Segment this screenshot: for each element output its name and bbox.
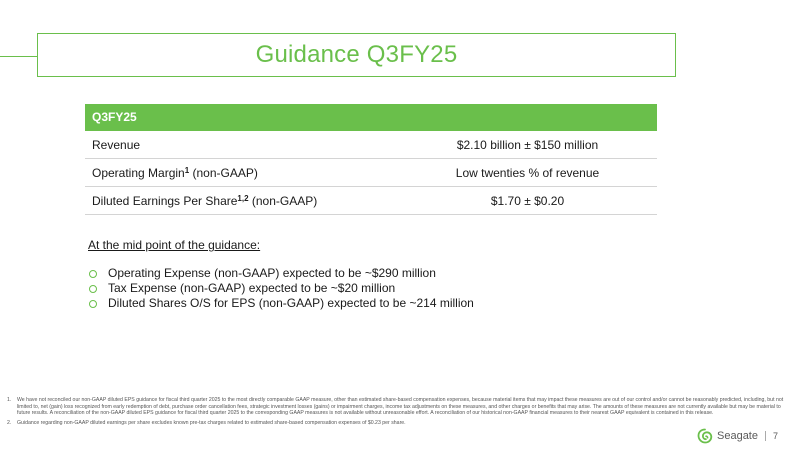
seagate-logo xyxy=(697,427,778,445)
footnote-text: Guidance regarding non-GAAP diluted earnings per share excludes known pre-tax charges related to estimated share-based compensation expenses of $0.23 per share. xyxy=(17,419,406,426)
list-item xyxy=(88,266,474,281)
row-label xyxy=(85,138,372,152)
footnote-1 xyxy=(7,397,793,417)
brand-name: Seagate xyxy=(717,430,758,442)
circle-bullet-icon xyxy=(89,300,97,308)
row-label-text: Operating Margin xyxy=(92,165,185,180)
row-value: $1.70 ± $0.20 xyxy=(490,193,565,208)
row-label-suffix: (non-GAAP) xyxy=(189,165,258,180)
row-value: Low twenties % of revenue xyxy=(455,165,600,180)
row-label xyxy=(85,194,372,208)
row-value: $2.10 billion ± $150 million xyxy=(456,137,599,152)
table-row-revenue xyxy=(85,131,657,159)
footnote-text: We have not reconciled our non-GAAP diluted EPS guidance for fiscal third quarter 2025 to the most directly comparable GAAP measure, other than estimated share-based compensation expenses, because material items that may impact these measures are out of our control and/or cannot be reasonably predicted, including, but not limited to, net (gain) loss recognized from early redemption of debt, purchase order cancellation fees, strategic investment losses (gains) or impairment charges, income tax adjustments on these measures, and other charges or benefits that may arise. The amounts of these measures are not currently available but may be material to future results. A reconciliation of the non-GAAP diluted EPS guidance for fiscal third quarter 2025 to the corresponding GAAP measures is not available without unreasonable effort. A reconciliation of our historical non-GAAP financial measures to their nearest GAAP equivalent is contained in this release. xyxy=(17,397,784,417)
divider xyxy=(765,431,766,441)
footnote-ref: 1,2 xyxy=(237,193,249,203)
title-accent-line xyxy=(0,56,38,57)
footnote-number: 2. xyxy=(7,419,12,426)
table-row-operating-margin xyxy=(85,159,657,187)
row-label-suffix: (non-GAAP) xyxy=(248,193,318,208)
table-row-diluted-eps xyxy=(85,187,657,215)
row-label xyxy=(85,166,372,180)
bullet-text: Operating Expense (non-GAAP) expected to be ~$290 million xyxy=(108,266,436,280)
footnote-number: 1. xyxy=(7,397,12,403)
row-label-text: Revenue xyxy=(92,137,141,152)
midpoint-bullet-list xyxy=(88,266,474,311)
row-label-text: Diluted Earnings Per Share xyxy=(92,193,238,208)
list-item xyxy=(88,281,474,296)
slide-title: Guidance Q3FY25 xyxy=(255,41,458,68)
bullet-text: Tax Expense (non-GAAP) expected to be ~$20 million xyxy=(108,281,396,295)
bullet-text: Diluted Shares O/S for EPS (non-GAAP) expected to be ~214 million xyxy=(108,296,474,310)
title-frame xyxy=(37,33,676,77)
guidance-table xyxy=(85,104,657,215)
seagate-swirl-icon xyxy=(697,428,713,444)
footnote-ref: 1 xyxy=(184,165,190,175)
circle-bullet-icon xyxy=(89,270,97,278)
midpoint-heading: At the mid point of the guidance: xyxy=(88,238,261,252)
list-item xyxy=(88,296,474,311)
footnotes xyxy=(7,397,793,429)
circle-bullet-icon xyxy=(89,285,97,293)
footnote-2 xyxy=(7,420,793,427)
table-header: Q3FY25 xyxy=(85,104,657,131)
page-number: 7 xyxy=(772,431,778,441)
